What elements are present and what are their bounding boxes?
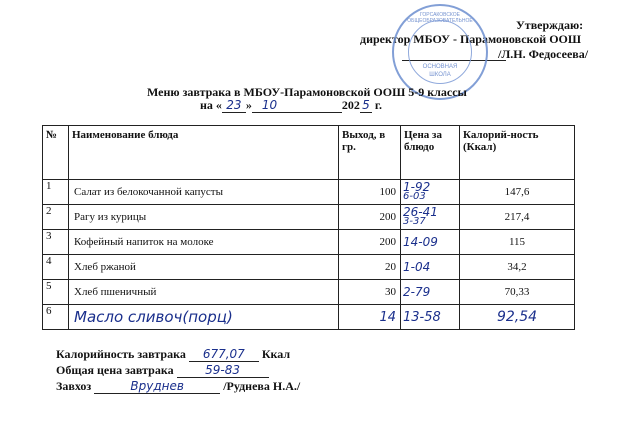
date-month: 10 [252,98,342,113]
row-num: 5 [43,280,69,305]
table-header-row [43,126,575,180]
row-name: Хлеб пшеничный [69,280,339,305]
row-price-extra: 6-03 [403,191,426,202]
stamp-text-mid: ОСНОВНАЯ [422,64,458,70]
menu-date [200,98,382,113]
header-num: № [43,126,69,180]
header-price: Цена за блюдо [401,126,460,180]
row-output: 200 [339,205,401,230]
row-output: 14 [339,305,401,330]
header-calories: Калорий-ность (Ккал) [460,126,575,180]
date-prefix: на « [200,98,222,112]
row-price [401,230,460,255]
row-calories: 70,33 [460,280,575,305]
table-row [43,305,575,330]
row-price [401,255,460,280]
row-output: 30 [339,280,401,305]
price-label: Общая цена завтрака [56,363,174,377]
table-row [43,255,575,280]
header-name: Наименование блюда [69,126,339,180]
price-value: 59-83 [177,363,269,378]
row-num: 4 [43,255,69,280]
menu-title: Меню завтрака в МБОУ-Парамоновской ООШ 5-9 классы [147,85,467,99]
table-row [43,280,575,305]
row-name: Салат из белокочанной капусты [69,180,339,205]
row-price-main: 2-79 [403,285,431,299]
row-output: 200 [339,230,401,255]
row-calories: 217,4 [460,205,575,230]
calories-unit: Ккал [261,347,291,361]
header-output: Выход, в гр. [339,126,401,180]
row-calories: 115 [460,230,575,255]
row-price [401,305,460,330]
date-mid: » [245,98,252,112]
row-output: 20 [339,255,401,280]
row-calories: 34,2 [460,255,575,280]
menu-table [42,125,575,330]
row-output: 100 [339,180,401,205]
stamp-text-bot: ШКОЛА [429,72,451,78]
date-year-prefix: 202 [341,98,360,112]
row-price [401,180,460,205]
approval-line-1: Утверждаю: [516,18,584,32]
table-row [43,230,575,255]
row-calories: 92,54 [460,305,575,330]
row-num: 6 [43,305,69,330]
row-price-main: 26-41 [403,205,438,219]
calories-label: Калорийность завтрака [56,347,186,361]
row-num: 3 [43,230,69,255]
date-suffix: г. [374,98,383,112]
approval-line-3: /Л.Н. Федосеева/ [498,47,589,61]
calories-value: 677,07 [189,347,259,362]
row-calories: 147,6 [460,180,575,205]
date-day: 23 [222,98,246,113]
row-price-main: 13-58 [403,309,441,325]
manager-name: /Руднева Н.А./ [223,379,301,393]
row-price-extra: 3-37 [403,216,426,227]
stamp-text-top: ГОРСАКОВСКОЕ ОБЩЕОБРАЗОВАТЕЛЬНОЕ [407,12,473,24]
row-name: Кофейный напиток на молоке [69,230,339,255]
row-price-main: 1-04 [403,260,431,274]
footer-manager [56,379,300,394]
row-price-main: 1-92 [403,180,431,194]
row-name: Рагу из курицы [69,205,339,230]
approval-line-2: директор МБОУ - Парамоновской ООШ [360,32,582,46]
manager-signature: Вруднев [94,379,220,394]
footer-calories [56,347,290,362]
row-price-main: 14-09 [403,235,438,249]
row-num: 2 [43,205,69,230]
table-row [43,205,575,230]
row-name: Масло сливоч(порц) [69,305,339,330]
row-name: Хлеб ржаной [69,255,339,280]
footer-price [56,363,269,378]
row-price [401,205,460,230]
row-num: 1 [43,180,69,205]
date-year-digit: 5 [360,98,372,113]
row-price [401,280,460,305]
table-row [43,180,575,205]
manager-label: Завхоз [56,379,92,393]
